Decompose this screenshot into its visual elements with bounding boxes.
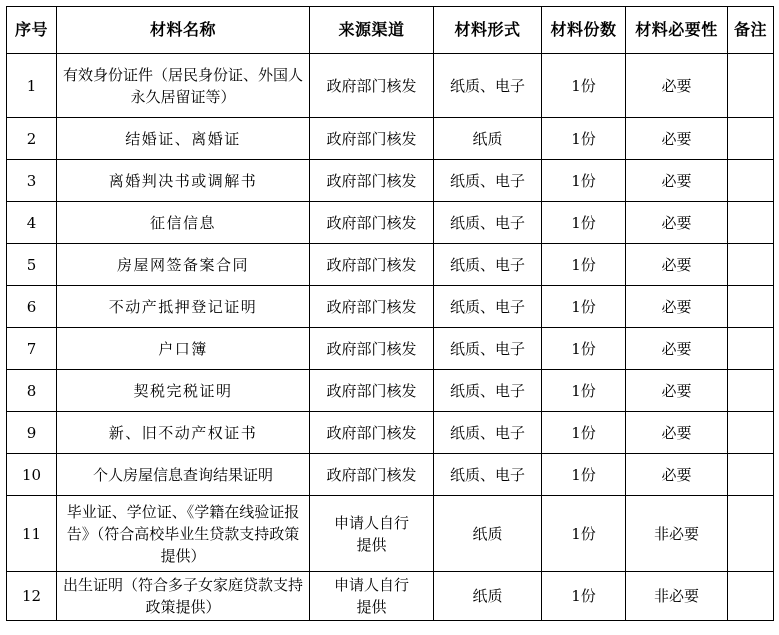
cell-necessity: 必要 bbox=[626, 202, 728, 244]
cell-source: 政府部门核发 bbox=[310, 244, 434, 286]
cell-source: 政府部门核发 bbox=[310, 412, 434, 454]
cell-copies: 1份 bbox=[542, 496, 626, 572]
header-source: 来源渠道 bbox=[310, 7, 434, 54]
cell-copies: 1份 bbox=[542, 572, 626, 621]
cell-source: 政府部门核发 bbox=[310, 118, 434, 160]
cell-necessity: 必要 bbox=[626, 118, 728, 160]
cell-necessity: 必要 bbox=[626, 160, 728, 202]
cell-form: 纸质 bbox=[434, 496, 542, 572]
cell-copies: 1份 bbox=[542, 370, 626, 412]
cell-form: 纸质、电子 bbox=[434, 202, 542, 244]
cell-form: 纸质 bbox=[434, 572, 542, 621]
cell-source: 政府部门核发 bbox=[310, 286, 434, 328]
cell-remarks bbox=[728, 572, 774, 621]
header-index: 序号 bbox=[7, 7, 57, 54]
table-row bbox=[7, 328, 774, 370]
cell-remarks bbox=[728, 54, 774, 118]
cell-index: 3 bbox=[7, 160, 57, 202]
materials-table bbox=[6, 6, 774, 621]
cell-name: 毕业证、学位证、《学籍在线验证报告》（符合高校毕业生贷款支持政策提供） bbox=[57, 496, 310, 572]
cell-necessity: 必要 bbox=[626, 244, 728, 286]
table-row bbox=[7, 202, 774, 244]
cell-necessity: 非必要 bbox=[626, 572, 728, 621]
cell-remarks bbox=[728, 244, 774, 286]
cell-copies: 1份 bbox=[542, 54, 626, 118]
cell-name: 契税完税证明 bbox=[57, 370, 310, 412]
cell-copies: 1份 bbox=[542, 118, 626, 160]
cell-index: 2 bbox=[7, 118, 57, 160]
cell-index: 8 bbox=[7, 370, 57, 412]
header-form: 材料形式 bbox=[434, 7, 542, 54]
cell-index: 9 bbox=[7, 412, 57, 454]
table-row bbox=[7, 118, 774, 160]
cell-copies: 1份 bbox=[542, 328, 626, 370]
cell-remarks bbox=[728, 286, 774, 328]
table-row bbox=[7, 244, 774, 286]
cell-necessity: 必要 bbox=[626, 286, 728, 328]
cell-remarks bbox=[728, 496, 774, 572]
cell-source: 政府部门核发 bbox=[310, 160, 434, 202]
cell-remarks bbox=[728, 118, 774, 160]
table-row bbox=[7, 496, 774, 572]
cell-form: 纸质、电子 bbox=[434, 454, 542, 496]
cell-source: 政府部门核发 bbox=[310, 54, 434, 118]
cell-index: 6 bbox=[7, 286, 57, 328]
cell-necessity: 必要 bbox=[626, 54, 728, 118]
table-row bbox=[7, 454, 774, 496]
cell-index: 5 bbox=[7, 244, 57, 286]
cell-form: 纸质、电子 bbox=[434, 244, 542, 286]
cell-necessity: 必要 bbox=[626, 328, 728, 370]
cell-index: 1 bbox=[7, 54, 57, 118]
cell-form: 纸质、电子 bbox=[434, 412, 542, 454]
cell-remarks bbox=[728, 328, 774, 370]
cell-source: 政府部门核发 bbox=[310, 454, 434, 496]
cell-name: 征信信息 bbox=[57, 202, 310, 244]
table-row bbox=[7, 160, 774, 202]
cell-index: 7 bbox=[7, 328, 57, 370]
cell-remarks bbox=[728, 454, 774, 496]
cell-copies: 1份 bbox=[542, 160, 626, 202]
cell-remarks bbox=[728, 160, 774, 202]
cell-name: 结婚证、离婚证 bbox=[57, 118, 310, 160]
cell-copies: 1份 bbox=[542, 244, 626, 286]
cell-necessity: 非必要 bbox=[626, 496, 728, 572]
table-row bbox=[7, 370, 774, 412]
header-remarks: 备注 bbox=[728, 7, 774, 54]
cell-form: 纸质、电子 bbox=[434, 370, 542, 412]
cell-form: 纸质、电子 bbox=[434, 286, 542, 328]
cell-form: 纸质、电子 bbox=[434, 54, 542, 118]
cell-necessity: 必要 bbox=[626, 454, 728, 496]
cell-form: 纸质、电子 bbox=[434, 328, 542, 370]
cell-name: 新、旧不动产权证书 bbox=[57, 412, 310, 454]
cell-source: 申请人自行提供 bbox=[310, 572, 434, 621]
cell-name: 户口簿 bbox=[57, 328, 310, 370]
materials-table-wrapper bbox=[6, 6, 774, 621]
table-row bbox=[7, 572, 774, 621]
cell-name: 房屋网签备案合同 bbox=[57, 244, 310, 286]
cell-source: 政府部门核发 bbox=[310, 328, 434, 370]
cell-source: 政府部门核发 bbox=[310, 370, 434, 412]
cell-source: 政府部门核发 bbox=[310, 202, 434, 244]
cell-remarks bbox=[728, 202, 774, 244]
cell-index: 4 bbox=[7, 202, 57, 244]
header-name: 材料名称 bbox=[57, 7, 310, 54]
cell-copies: 1份 bbox=[542, 454, 626, 496]
cell-form: 纸质 bbox=[434, 118, 542, 160]
cell-index: 10 bbox=[7, 454, 57, 496]
cell-copies: 1份 bbox=[542, 202, 626, 244]
cell-name: 离婚判决书或调解书 bbox=[57, 160, 310, 202]
cell-index: 11 bbox=[7, 496, 57, 572]
cell-name: 个人房屋信息查询结果证明 bbox=[57, 454, 310, 496]
cell-necessity: 必要 bbox=[626, 370, 728, 412]
header-necessity: 材料必要性 bbox=[626, 7, 728, 54]
table-row bbox=[7, 54, 774, 118]
cell-form: 纸质、电子 bbox=[434, 160, 542, 202]
header-copies: 材料份数 bbox=[542, 7, 626, 54]
table-row bbox=[7, 286, 774, 328]
cell-name: 出生证明（符合多子女家庭贷款支持政策提供） bbox=[57, 572, 310, 621]
cell-necessity: 必要 bbox=[626, 412, 728, 454]
table-row bbox=[7, 412, 774, 454]
cell-remarks bbox=[728, 412, 774, 454]
cell-name: 有效身份证件（居民身份证、外国人永久居留证等） bbox=[57, 54, 310, 118]
cell-name: 不动产抵押登记证明 bbox=[57, 286, 310, 328]
table-header-row bbox=[7, 7, 774, 54]
cell-copies: 1份 bbox=[542, 286, 626, 328]
cell-index: 12 bbox=[7, 572, 57, 621]
cell-remarks bbox=[728, 370, 774, 412]
cell-source: 申请人自行提供 bbox=[310, 496, 434, 572]
cell-copies: 1份 bbox=[542, 412, 626, 454]
